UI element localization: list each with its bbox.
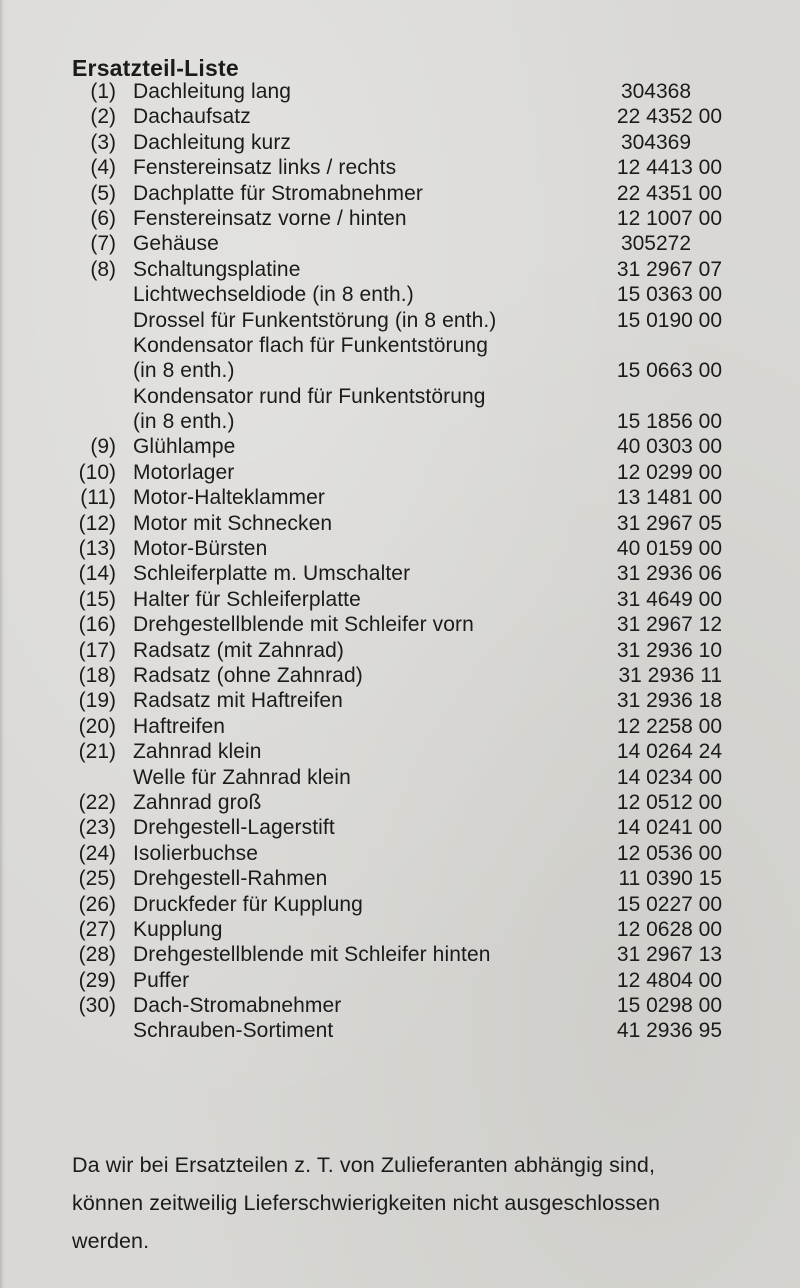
part-row: [0, 815, 800, 840]
part-name: Zahnrad klein: [133, 740, 262, 764]
part-item-number: (7): [90, 232, 116, 256]
part-item-number: (18): [78, 663, 116, 687]
parts-list: [0, 79, 800, 1044]
part-item-number: (8): [90, 257, 116, 281]
part-row: [0, 282, 800, 307]
part-row: [0, 231, 800, 256]
part-item-number: (21): [78, 740, 116, 764]
part-name: Welle für Zahnrad klein: [133, 765, 351, 789]
part-name: Schrauben-Sortiment: [133, 1019, 334, 1043]
part-order-number: 304368: [620, 80, 692, 103]
part-row: [0, 358, 800, 383]
part-item-number: (23): [78, 816, 116, 840]
part-row: [0, 155, 800, 180]
part-order-number: 22 4351 00: [616, 181, 722, 205]
footer-line: können zeitweilig Lieferschwierigkeiten nicht ausgeschlossen: [72, 1191, 661, 1215]
part-order-number: 15 0663 00: [616, 359, 722, 383]
part-item-number: (17): [78, 638, 116, 662]
part-order-number: 31 4649 00: [616, 587, 722, 611]
part-order-number: 304369: [620, 130, 692, 154]
part-row: [0, 612, 800, 637]
part-name: Dach-Stromabnehmer: [133, 994, 342, 1018]
part-item-number: (24): [78, 841, 116, 865]
part-order-number: 11 0390 15: [618, 867, 722, 891]
part-item-number: (30): [78, 994, 116, 1018]
part-order-number: 12 2258 00: [616, 714, 722, 738]
part-order-number: 31 2967 07: [616, 257, 722, 281]
part-order-number: 12 0628 00: [616, 917, 722, 941]
part-row: [0, 79, 800, 104]
part-name: Halter für Schleiferplatte: [133, 587, 361, 611]
part-order-number: 15 0298 00: [616, 994, 722, 1018]
part-item-number: (12): [78, 511, 116, 535]
part-order-number: 305272: [620, 232, 692, 256]
part-row: [0, 434, 800, 459]
part-order-number: 15 0190 00: [616, 308, 722, 332]
part-row: [0, 308, 800, 333]
part-row: [0, 968, 800, 993]
part-order-number: 31 2967 13: [616, 943, 722, 967]
part-name: Drehgestellblende mit Schleifer vorn: [133, 613, 474, 637]
part-row: [0, 917, 800, 942]
part-item-number: (5): [90, 181, 116, 205]
part-name: Druckfeder für Kupplung: [133, 892, 363, 916]
part-order-number: 12 4413 00: [616, 156, 722, 180]
part-order-number: 31 2936 10: [616, 638, 722, 662]
part-name: Gehäuse: [133, 232, 219, 256]
part-name: Zahnrad groß: [133, 790, 262, 814]
part-name: Puffer: [133, 968, 190, 992]
part-name: Drehgestellblende mit Schleifer hinten: [133, 943, 491, 967]
part-order-number: 31 2936 18: [616, 689, 722, 713]
footer-note: [72, 1146, 752, 1260]
part-row: [0, 511, 800, 536]
part-item-number: (22): [78, 790, 116, 814]
part-row: [0, 485, 800, 510]
part-name: Dachleitung kurz: [133, 130, 292, 154]
part-order-number: 13 1481 00: [616, 486, 722, 510]
part-item-number: (14): [78, 562, 116, 586]
footer-line: Da wir bei Ersatzteilen z. T. von Zulieferanten abhängig sind,: [72, 1153, 656, 1177]
part-order-number: 12 0299 00: [616, 460, 722, 484]
part-order-number: 12 0536 00: [616, 841, 722, 865]
part-name: (in 8 enth.): [133, 359, 235, 383]
part-name: Kondensator rund für Funkentstörung: [133, 384, 486, 408]
part-row: [0, 130, 800, 155]
part-order-number: 31 2936 11: [618, 663, 722, 687]
part-row: [0, 638, 800, 663]
part-item-number: (19): [78, 689, 116, 713]
part-row: [0, 181, 800, 206]
part-row: [0, 993, 800, 1018]
part-name: Kondensator flach für Funkentstörung: [133, 333, 488, 357]
part-name: Drossel für Funkentstörung (in 8 enth.): [133, 308, 497, 332]
part-name: Motor mit Schnecken: [133, 511, 333, 535]
part-name: Glühlampe: [133, 435, 236, 459]
part-name: Fenstereinsatz vorne / hinten: [133, 206, 407, 230]
part-name: Radsatz (mit Zahnrad): [133, 638, 345, 662]
part-name: Fenstereinsatz links / rechts: [133, 156, 397, 180]
part-row: [0, 892, 800, 917]
part-row: [0, 841, 800, 866]
part-row: [0, 384, 800, 409]
part-order-number: 15 1856 00: [616, 410, 722, 434]
part-name: Motor-Bürsten: [133, 537, 268, 561]
part-name: Schaltungsplatine: [133, 257, 301, 281]
part-row: [0, 866, 800, 891]
part-item-number: (10): [78, 460, 116, 484]
part-row: [0, 663, 800, 688]
part-name: Isolierbuchse: [133, 841, 259, 865]
part-row: [0, 561, 800, 586]
part-order-number: 14 0264 24: [616, 740, 722, 764]
part-name: Kupplung: [133, 917, 223, 941]
part-name: Dachplatte für Stromabnehmer: [133, 181, 423, 205]
part-item-number: (15): [78, 587, 116, 611]
part-row: [0, 587, 800, 612]
part-row: [0, 688, 800, 713]
part-order-number: 14 0234 00: [616, 765, 722, 789]
part-row: [0, 714, 800, 739]
part-item-number: (25): [78, 867, 116, 891]
part-row: [0, 409, 800, 434]
part-item-number: (16): [78, 613, 116, 637]
part-name: Radsatz (ohne Zahnrad): [133, 663, 363, 687]
part-order-number: 12 0512 00: [616, 790, 722, 814]
part-order-number: 15 0363 00: [616, 283, 722, 307]
part-name: Haftreifen: [133, 714, 226, 738]
part-name: Dachaufsatz: [133, 105, 251, 129]
part-row: [0, 790, 800, 815]
part-name: Motorlager: [133, 460, 235, 484]
part-order-number: 31 2936 06: [616, 562, 722, 586]
part-order-number: 22 4352 00: [616, 105, 722, 129]
part-row: [0, 942, 800, 967]
part-name: Drehgestell-Rahmen: [133, 867, 328, 891]
part-name: Radsatz mit Haftreifen: [133, 689, 343, 713]
part-item-number: (4): [90, 156, 116, 180]
part-name: Motor-Halteklammer: [133, 486, 325, 510]
part-item-number: (2): [90, 105, 116, 129]
part-order-number: 40 0159 00: [616, 537, 722, 561]
part-order-number: 40 0303 00: [616, 435, 722, 459]
page-title: Ersatzteil-Liste: [72, 55, 239, 82]
part-row: [0, 257, 800, 282]
part-row: [0, 206, 800, 231]
part-row: [0, 739, 800, 764]
part-row: [0, 460, 800, 485]
part-name: Lichtwechseldiode (in 8 enth.): [133, 283, 414, 307]
part-name: Drehgestell-Lagerstift: [133, 816, 335, 840]
part-item-number: (1): [90, 80, 116, 103]
part-item-number: (29): [78, 968, 116, 992]
part-item-number: (26): [78, 892, 116, 916]
footer-line: werden.: [72, 1229, 150, 1253]
part-item-number: (3): [90, 130, 116, 154]
part-row: [0, 765, 800, 790]
part-row: [0, 104, 800, 129]
part-order-number: 14 0241 00: [616, 816, 722, 840]
part-item-number: (20): [78, 714, 116, 738]
part-name: (in 8 enth.): [133, 410, 235, 434]
part-item-number: (6): [90, 206, 116, 230]
part-item-number: (27): [78, 917, 116, 941]
part-order-number: 12 4804 00: [616, 968, 722, 992]
part-order-number: 15 0227 00: [616, 892, 722, 916]
part-order-number: 31 2967 05: [616, 511, 722, 535]
part-order-number: 12 1007 00: [616, 206, 722, 230]
part-row: [0, 1018, 800, 1043]
part-order-number: 31 2967 12: [616, 613, 722, 637]
part-item-number: (9): [90, 435, 116, 459]
part-row: [0, 333, 800, 358]
part-item-number: (11): [80, 486, 116, 510]
part-order-number: 41 2936 95: [616, 1019, 722, 1043]
part-name: Dachleitung lang: [133, 80, 292, 103]
part-item-number: (28): [78, 943, 116, 967]
part-name: Schleiferplatte m. Umschalter: [133, 562, 411, 586]
part-item-number: (13): [78, 537, 116, 561]
part-row: [0, 536, 800, 561]
